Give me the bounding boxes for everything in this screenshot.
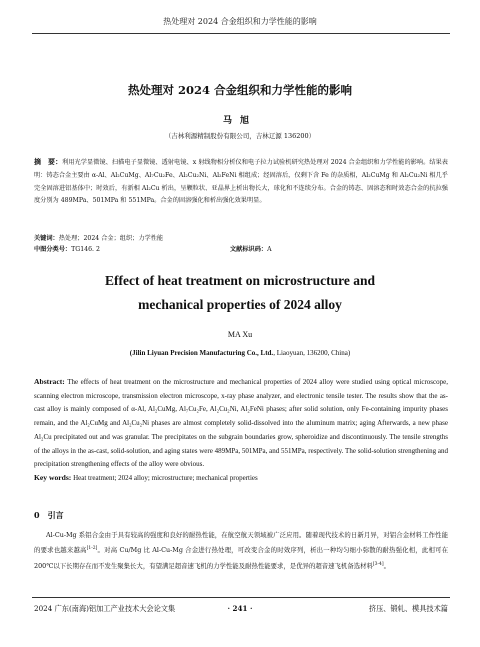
english-abstract bbox=[34, 375, 448, 472]
citation-2: [3-4] bbox=[372, 561, 384, 567]
section-heading-introduction: 0 引言 bbox=[34, 510, 64, 520]
header-rule bbox=[32, 33, 450, 34]
english-keywords bbox=[34, 473, 448, 482]
citation-1: [1-2] bbox=[86, 546, 98, 552]
chinese-keywords-label: 关键词： bbox=[34, 235, 59, 242]
intro-text-1: Al-Cu-Mg 系铝合金由于具有较高的强度和良好的耐热性能，在航空航天领域被广泛应用。随着现代技术的日新月异，对铝合金材料工作性能的要求也越来越高 bbox=[34, 531, 448, 555]
introduction-paragraph bbox=[34, 528, 448, 573]
footer-proceedings-title: 2024 广东(南海)铝加工产业技术大会论文集 bbox=[34, 604, 176, 613]
chinese-keywords bbox=[34, 233, 448, 242]
english-affiliation-company: (Jilin Liyuan Precision Manufacturing Co., Ltd. bbox=[129, 349, 274, 357]
intro-text-3: 。 bbox=[383, 561, 391, 570]
english-abstract-label: Abstract: bbox=[34, 377, 65, 386]
chinese-keywords-text: 热处理；2024 合金；组织；力学性能 bbox=[58, 235, 164, 242]
chinese-abstract bbox=[34, 156, 448, 208]
chinese-abstract-text: 利用光学显微镜、扫描电子显微镜、透射电镜、x 射线物相分析仪和电子拉力试验机研究热处理对 2024 合金组织和力学性能的影响。结果表明：铸态合金主要由 α-Al、Al₂CuMg、Al₇Cu₂Fe、Al₂Cu₂Ni、Al₂FeNi 相组成；经固溶后，仅剩下含 Fe 的杂质相，Al₂CuMg 和 Al₂Cu₂Ni 相几乎完全固溶进铝基体中；时效后，有新相 Al₂Cu 析出，呈颗粒状、亚晶界上析出物长大，球化和不连续分布。合金的铸态、固溶态和时效态合金的抗拉强度分别为 489MPa、501MPa 和 551MPa。合金的固溶强化和析出强化效果明显。 bbox=[34, 159, 448, 205]
running-header: 热处理对 2024 合金组织和力学性能的影响 bbox=[163, 17, 317, 26]
page-number: · 241 · bbox=[227, 604, 253, 613]
chinese-title: 热处理对 2024 合金组织和力学性能的影响 bbox=[127, 83, 352, 97]
class-number-value: TG146. 2 bbox=[71, 246, 100, 253]
intro-text-2: 。对高 Cu/Mg 比 Al-Cu-Mg 合金进行热处理，可改变合金的时效序列，析出一种均匀细小弥散的耐热强化相，此相可在 200℃以下长期存在而不发生聚集长大，有望满足超音速飞机的力学性能及耐热性能要求，是优异的超音速飞机备选材料 bbox=[34, 546, 448, 570]
english-affiliation bbox=[0, 349, 480, 357]
english-title bbox=[0, 269, 480, 317]
english-keywords-text: Heat treatment; 2024 alloy; microstructure; mechanical properties bbox=[73, 474, 258, 482]
english-author: MA Xu bbox=[227, 330, 253, 339]
footer-rule bbox=[32, 597, 450, 598]
english-keywords-label: Key words: bbox=[34, 473, 72, 482]
doc-code-label: 文献标识码： bbox=[230, 246, 268, 253]
footer-section-title: 挤压、锻轧、模具技术篇 bbox=[368, 604, 448, 613]
english-affiliation-location: , Liaoyuan, 136200, China) bbox=[273, 349, 351, 357]
chinese-author: 马旭 bbox=[222, 116, 257, 126]
chinese-abstract-label: 摘 要： bbox=[34, 157, 63, 166]
english-title-line-2: mechanical properties of 2024 alloy bbox=[138, 297, 342, 312]
english-title-line-1: Effect of heat treatment on microstructure and bbox=[105, 273, 375, 288]
english-abstract-text: The effects of heat treatment on the microstructure and mechanical properties of 2024 alloy were studied using optical microscope, scanning electron microscope, transmission electron microscope, x-ray phase analyzer, and electronic tensile tester. The results show that the as-cast alloy is mainly composed of α-Al, Al₂CuMg, Al₇Cu₂Fe, Al₂Cu₂Ni, Al₂FeNi phases; after solid solution, only Fe-containing impurity phases remain, and the Al₂CuMg and Al₂Cu₂Ni phases are almost completely solid-dissolved into the aluminum matrix; aging Afterwards, a new phase Al₂Cu precipitated out and was granular. The precipitates on the subgrain boundaries grow, spheroidize and discontinuously. The tensile strengths of the alloys in the as-cast, solid-solution, and aging states were 489MPa, 501MPa, and 551MPa, respectively. The solid-solution strengthening and precipitation strengthening effects of the alloy were obvious. bbox=[34, 378, 448, 469]
chinese-affiliation: （吉林利源精制股份有限公司，吉林辽源 136200） bbox=[164, 132, 316, 140]
doc-code-value: A bbox=[267, 246, 272, 253]
class-number-label: 中图分类号： bbox=[34, 246, 72, 253]
classification-line bbox=[34, 244, 448, 253]
